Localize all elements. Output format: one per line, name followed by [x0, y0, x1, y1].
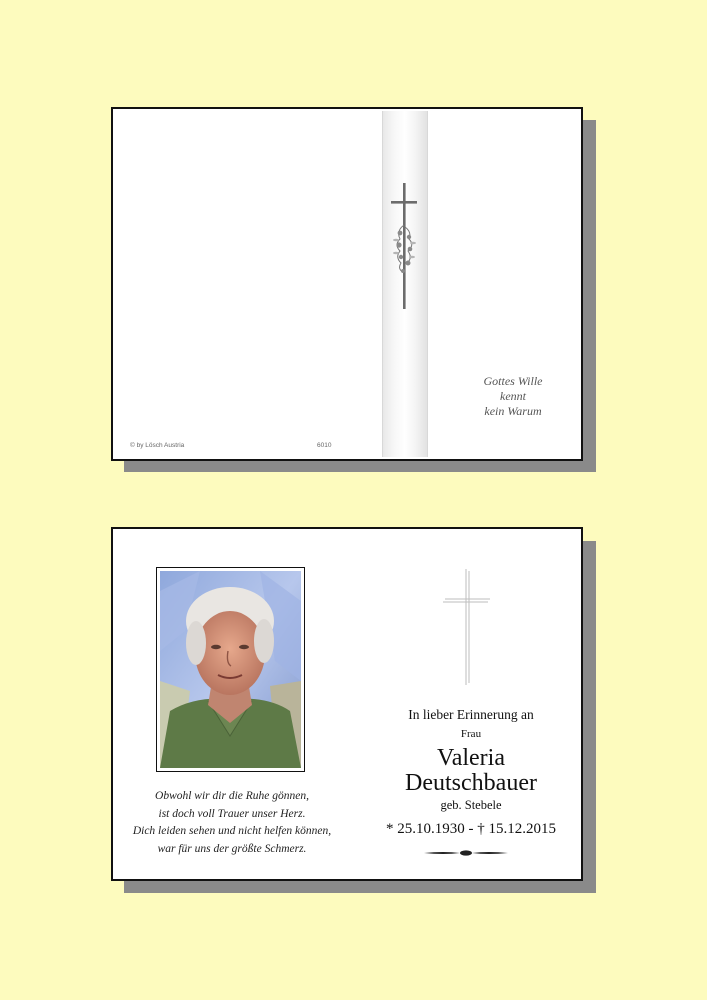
front-card	[111, 107, 583, 461]
memorial-title: Frau	[460, 728, 482, 740]
life-dates: * 25.10.1930 - † 15.12.2015	[386, 821, 556, 837]
last-name: Deutschbauer	[405, 770, 537, 796]
ornament-divider-icon	[424, 849, 508, 857]
cross-with-flowers-icon	[390, 183, 420, 313]
latin-cross-icon	[442, 569, 492, 687]
poem-line: ist doch voll Trauer unser Herz.	[158, 807, 306, 820]
poem-line: Obwohl wir dir die Ruhe gönnen,	[155, 790, 309, 802]
copyright-note: © by Lösch Austria	[130, 442, 185, 449]
motto-line: kennt	[500, 389, 526, 403]
first-name: Valeria	[437, 745, 505, 771]
motto-line: Gottes Wille	[483, 374, 543, 388]
portrait-photo	[160, 571, 301, 768]
portrait-frame	[156, 567, 305, 772]
motto-verse	[458, 374, 568, 419]
memorial-intro: In lieber Erinnerung an	[408, 707, 534, 722]
motto-line: kein Warum	[484, 404, 542, 418]
condolence-poem	[117, 788, 347, 858]
poem-line: war für uns der größte Schmerz.	[157, 842, 307, 855]
inside-card	[111, 527, 583, 881]
silver-ribbon	[382, 111, 428, 457]
poem-line: Dich leiden sehen und nicht helfen können,	[132, 825, 332, 837]
article-number: 6010	[317, 442, 332, 449]
maiden-name: geb. Stebele	[440, 798, 502, 812]
memorial-text	[361, 706, 581, 839]
